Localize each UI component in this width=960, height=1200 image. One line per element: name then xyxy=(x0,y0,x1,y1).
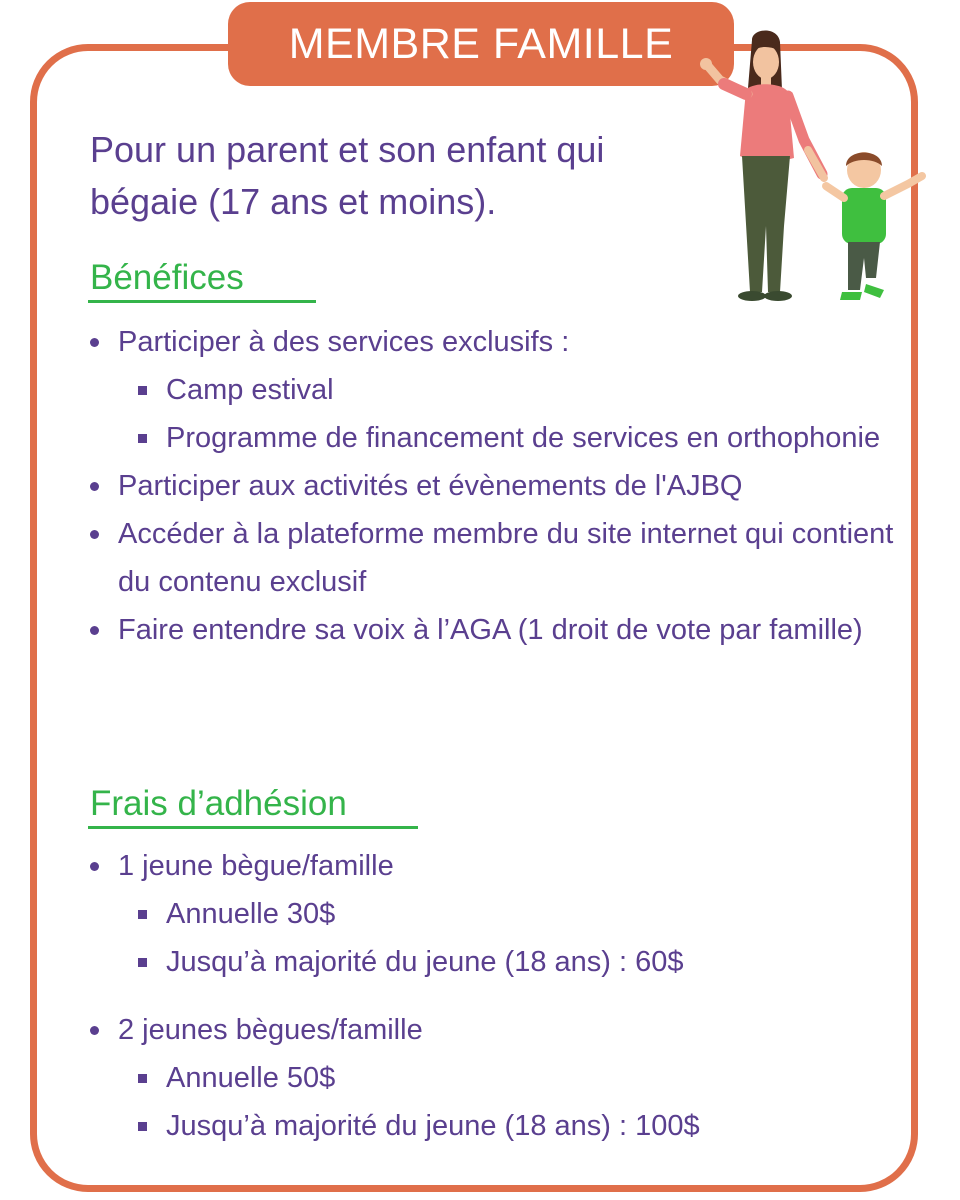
bullet-icon xyxy=(90,626,99,635)
list-item xyxy=(0,462,960,510)
fee-option-text: Annuelle 30$ xyxy=(166,898,336,930)
fee-option-text: Annuelle 50$ xyxy=(166,1062,336,1094)
benefits-heading-underline xyxy=(88,300,316,303)
benefits-list xyxy=(0,318,960,654)
bullet-icon xyxy=(90,530,99,539)
fee-option-text: Jusqu’à majorité du jeune (18 ans) : 60$ xyxy=(166,946,684,978)
square-bullet-icon xyxy=(138,910,147,919)
parent-child-illustration xyxy=(690,20,930,310)
benefits-heading: Bénéfices xyxy=(90,258,244,297)
benefit-text: Participer aux activités et évènements de l'AJBQ xyxy=(118,470,743,502)
child-figure xyxy=(826,152,922,300)
service-text: Camp estival xyxy=(166,374,334,406)
list-item xyxy=(0,318,960,462)
fees-heading-underline xyxy=(88,826,418,829)
benefit-text: Faire entendre sa voix à l’AGA (1 droit de vote par famille) xyxy=(118,614,863,646)
list-item xyxy=(166,1102,910,1150)
bullet-icon xyxy=(90,482,99,491)
mother-figure xyxy=(700,31,824,302)
fees-heading: Frais d’adhésion xyxy=(90,784,347,823)
list-item xyxy=(166,366,910,414)
list-item xyxy=(0,606,960,654)
square-bullet-icon xyxy=(138,1074,147,1083)
list-item xyxy=(166,938,910,986)
fees-list xyxy=(0,842,960,1150)
fee-group-label: 1 jeune bègue/famille xyxy=(118,850,394,882)
fee-option-text: Jusqu’à majorité du jeune (18 ans) : 100$ xyxy=(166,1110,700,1142)
list-item xyxy=(166,1054,910,1102)
services-sublist xyxy=(166,366,910,462)
square-bullet-icon xyxy=(138,1122,147,1131)
fee-options xyxy=(166,890,910,986)
list-item xyxy=(0,842,960,986)
fee-options xyxy=(166,1054,910,1150)
benefit-text: Accéder à la plateforme membre du site internet qui contient du contenu exclusif xyxy=(118,518,894,598)
card-title: MEMBRE FAMILLE xyxy=(288,19,674,68)
bullet-icon xyxy=(90,338,99,347)
list-item xyxy=(0,510,960,606)
bullet-icon xyxy=(90,862,99,871)
fee-group-label: 2 jeunes bègues/famille xyxy=(118,1014,423,1046)
service-text: Programme de financement de services en orthophonie xyxy=(166,422,881,454)
list-item xyxy=(166,890,910,938)
bullet-icon xyxy=(90,1026,99,1035)
benefit-text: Participer à des services exclusifs : xyxy=(118,326,570,358)
square-bullet-icon xyxy=(138,386,147,395)
square-bullet-icon xyxy=(138,434,147,443)
list-item xyxy=(0,1006,960,1150)
card-title-badge xyxy=(228,2,734,86)
square-bullet-icon xyxy=(138,958,147,967)
intro-text: Pour un parent et son enfant qui bégaie (17 ans et moins). xyxy=(90,129,605,222)
list-item xyxy=(166,414,910,462)
